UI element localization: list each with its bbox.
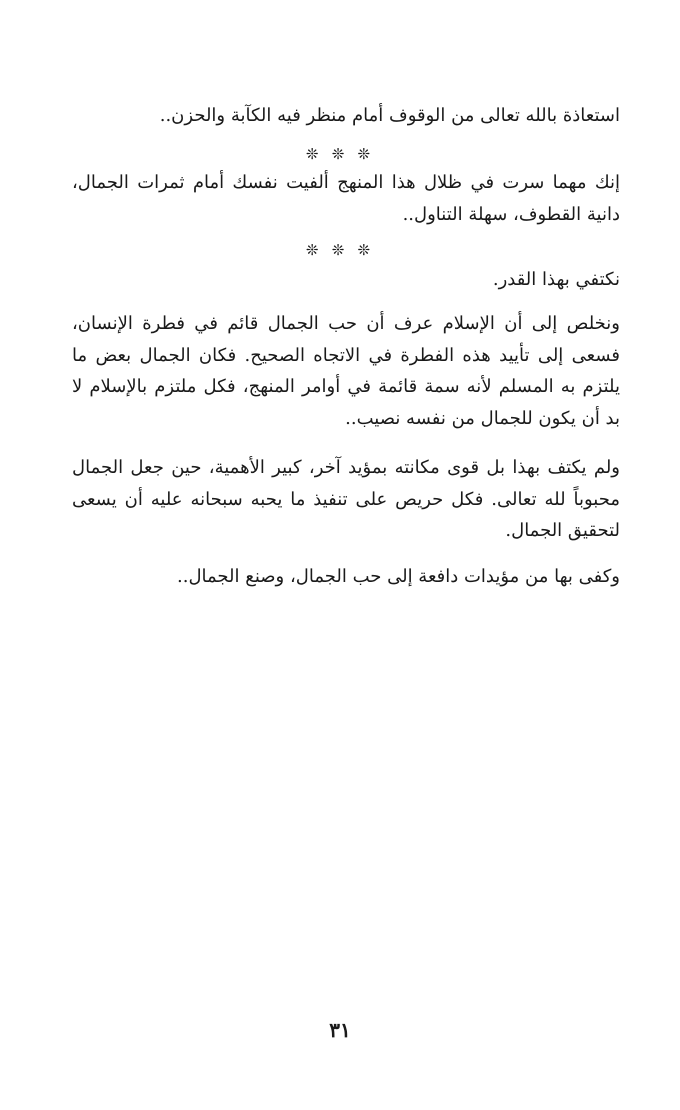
section-separator: ❊ ❊ ❊ <box>305 145 375 163</box>
page-number: ٣١ <box>329 1018 351 1042</box>
paragraph-suffice: نكتفي بهذا القدر. <box>492 269 620 290</box>
paragraph-islam-and-beauty: ونخلص إلى أن الإسلام عرف أن حب الجمال قائم في فطرة الإنسان، فسعى إلى تأييد هذه الفطرة في الاتجاه الصحيح. فكان الجمال بعض ما يلتزم به المسلم لأنه سمة قائمة في أوامر المنهج، فكل ملتزم بالإسلام لا بد أن يكون للجمال من نفسه نصيب.. <box>72 313 620 429</box>
paragraph-fruits-of-beauty: إنك مهما سرت في ظلال هذا المنهج ألفيت نفسك أمام ثمرات الجمال، دانية القطوف، سهلة التناول.. <box>72 172 620 225</box>
section-separator: ❊ ❊ ❊ <box>305 241 375 259</box>
paragraph-closing-sentence: استعاذة بالله تعالى من الوقوف أمام منظر فيه الكآبة والحزن.. <box>159 105 620 126</box>
paragraph-another-supporter: ولم يكتف بهذا بل قوى مكانته بمؤيد آخر، كبير الأهمية، حين جعل الجمال محبوباً لله تعالى. فكل حريص على تنفيذ ما يحبه سبحانه عليه أن يسعى لتحقيق الجمال. <box>72 457 620 541</box>
paragraph-conclusion: وكفى بها من مؤيدات دافعة إلى حب الجمال، وصنع الجمال.. <box>177 566 620 587</box>
